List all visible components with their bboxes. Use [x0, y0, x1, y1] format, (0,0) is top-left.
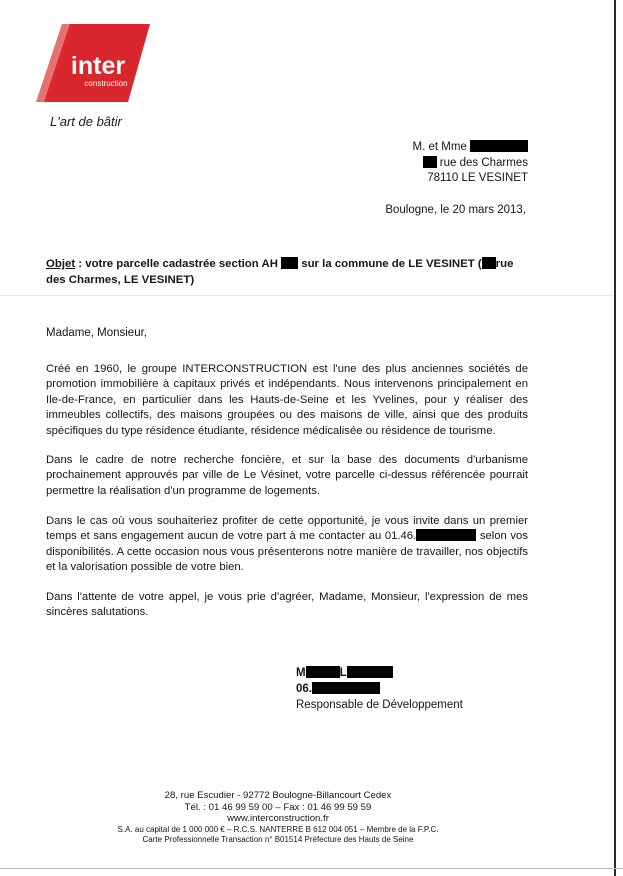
recipient-name: M. et Mme [412, 141, 467, 153]
paper-fold-line [0, 295, 614, 296]
scan-edge [614, 0, 616, 876]
footer-address: 28, rue Escudier - 92772 Boulogne-Billancourt Cedex [164, 790, 392, 801]
subject-text-2: sur la commune de LE VESINET ( [301, 258, 482, 270]
subject-text-1: : votre parcelle cadastrée section AH [75, 258, 278, 270]
footer-card: Carte Professionnelle Transaction n° B01514 Préfecture des Hauts de Seine [142, 835, 414, 845]
body-paragraph-3-end: selon vos disponibilités. A cette occasion nous vous présenterons notre manière de travailler, nos objectifs et la valorisation possible de votre bien. [46, 530, 528, 574]
signature-block [296, 665, 463, 713]
redaction-bar [347, 666, 393, 678]
signatory-name [296, 665, 463, 681]
signatory-initial-last: L [339, 667, 347, 679]
scan-edge-bottom [0, 868, 623, 869]
salutation: Madame, Monsieur, [46, 327, 147, 339]
logo-wordmark: inter [70, 52, 126, 80]
subject-line [46, 257, 536, 288]
footer-legal: S.A. au capital de 1 000 000 € – R.C.S. NANTERRE B 612 004 051 – Membre de la F.P.C. [117, 824, 439, 834]
recipient-street: rue des Charmes [439, 156, 528, 169]
body-paragraph-1: Créé en 1960, le groupe INTERCONSTRUCTION est l'une des plus anciennes sociétés de promotion immobilière à capitaux privés et indépendants. Nous intervenons principalement en Ile-de-France, en particulier dans les Hauts-de-Seine et les Yvelines, pour y réaliser des immeubles collectifs, des maisons groupées ou des maisons de ville, ainsi que des produits spécifiques du type résidence étudiante, résidence médicalisée ou résidence de tourisme. [46, 363, 528, 437]
redaction-bar [470, 140, 528, 152]
body-paragraph-3-start: Dans le cas où vous souhaiteriez profiter de cette opportunité, je vous invite dans un premier temps et sans engagement aucun de votre part à me contacter au 01.46. [46, 515, 528, 543]
footer-website: www.interconstruction.fr [227, 813, 329, 825]
redaction-bar [416, 529, 476, 541]
recipient-address [412, 140, 528, 187]
company-logo [36, 24, 150, 102]
redaction-bar [281, 257, 298, 269]
logo-subtext: construction [84, 79, 128, 88]
recipient-city: 78110 LE VESINET [427, 172, 528, 184]
signatory-phone-prefix: 06. [296, 683, 312, 695]
signatory-initial-first: M [296, 667, 306, 679]
date-line: Boulogne, le 20 mars 2013, [385, 204, 526, 216]
body-paragraph-3 [46, 514, 528, 576]
footer-phones: Tél. : 01 46 99 59 00 – Fax : 01 46 99 59 59 [184, 801, 372, 813]
redaction-bar [423, 156, 437, 168]
body-paragraph-2: Dans le cadre de notre recherche foncière, et sur la base des documents d'urbanisme prochainement approuvés par ville de Le Vésinet, votre parcelle ci-dessus référencée pourrait permettre la réalisation d'un programme de logements. [46, 454, 528, 497]
signatory-title: Responsable de Développement [296, 699, 463, 711]
body-paragraph-4: Dans l'attente de votre appel, je vous prie d'agréer, Madame, Monsieur, l'expression de mes sincères salutations. [46, 591, 528, 619]
redaction-bar [312, 682, 380, 694]
company-tagline: L'art de bâtir [50, 114, 122, 129]
letterhead-footer [0, 790, 556, 845]
redaction-bar [306, 666, 340, 678]
subject-label: Objet [46, 258, 76, 270]
signatory-phone [296, 681, 463, 697]
redaction-bar [482, 257, 496, 269]
subject-text-3: rue des Charmes, LE VESINET) [46, 258, 514, 286]
